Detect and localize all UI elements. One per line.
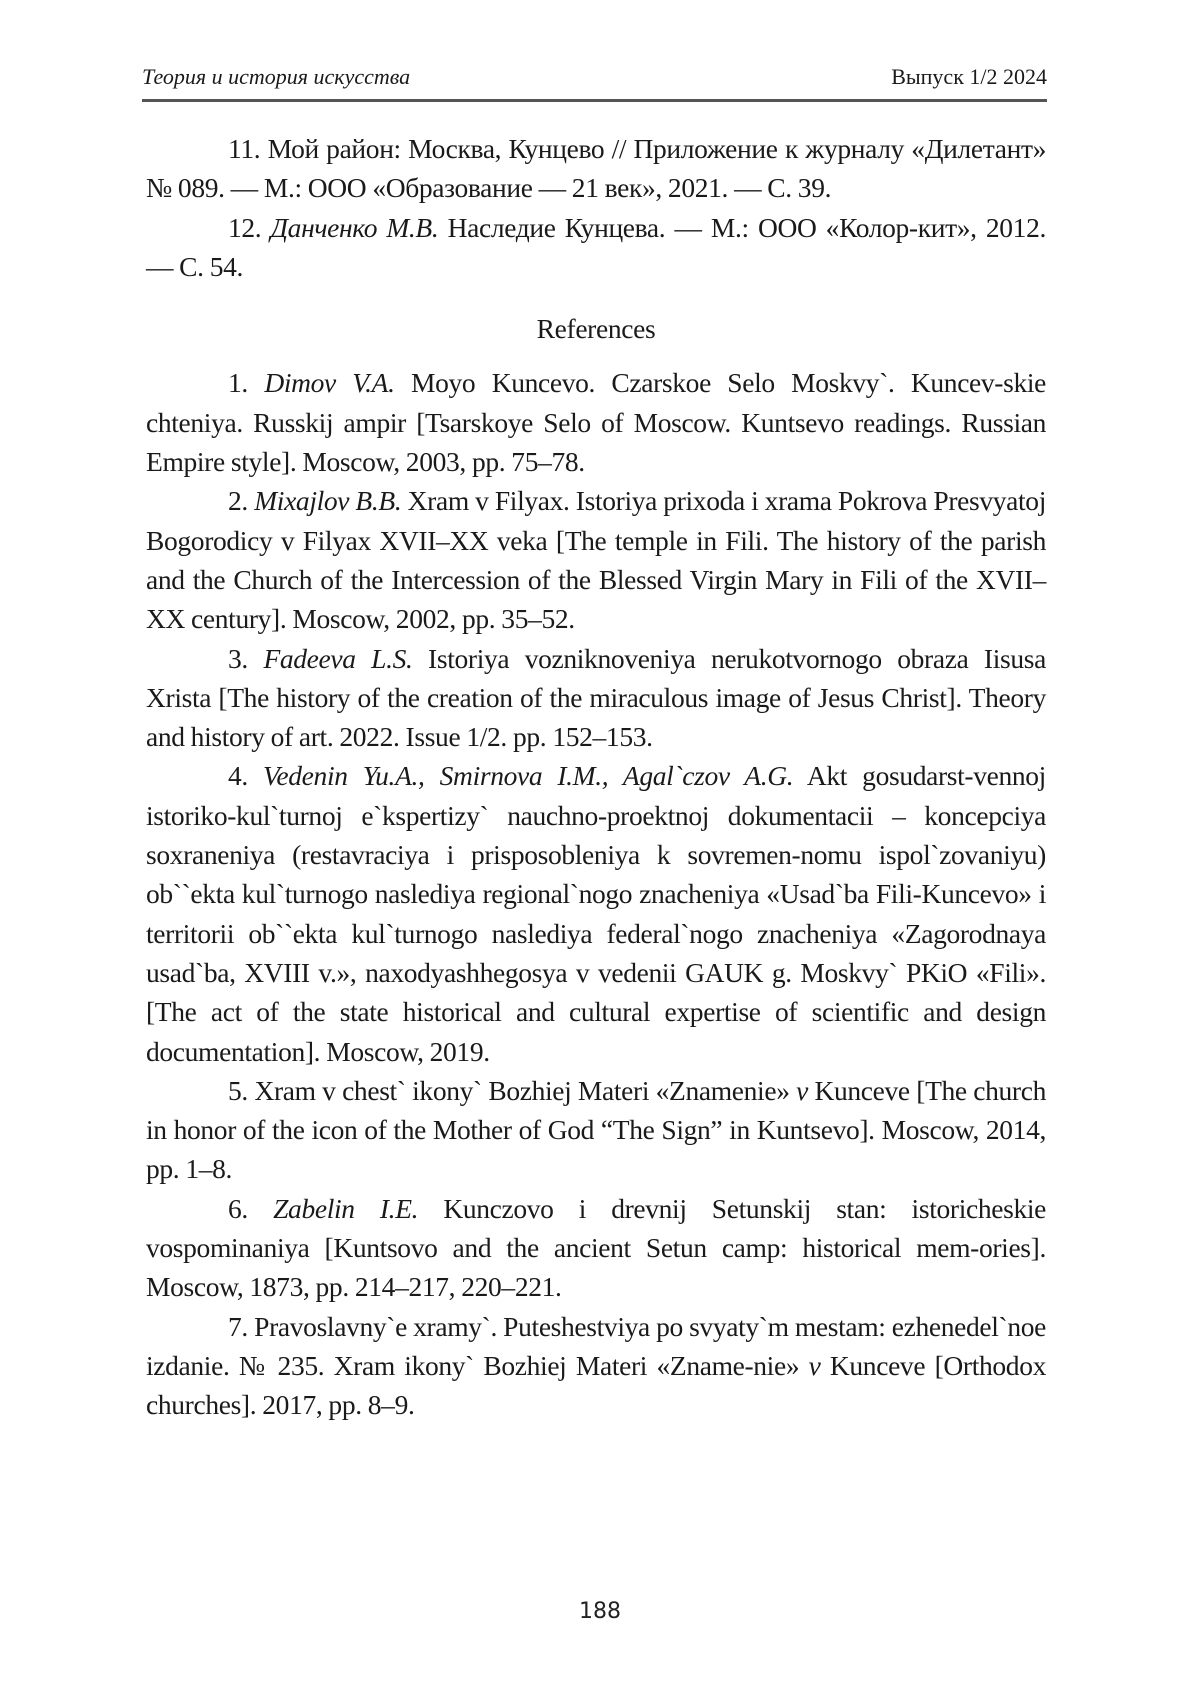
reference-author: Dimov V.A.	[264, 367, 395, 399]
reference-text: Мой район: Москва, Кунцево // Приложение к журналу «Дилетант» № 089. — М.: ООО «Образование — 21 век», 2021. — С. 39.	[146, 133, 1047, 204]
reference-text: Akt gosudarst-vennoj istoriko-kul`turnoj e`kspertizy` nauchno-proektnoj dokumentacii – koncepciya soxraneniya (restavraciya i prisposobleniya k sovremen-nomu ispol`zovaniyu) ob``ekta kul`turnogo naslediya regional`nogo znacheniya «Usad`ba Fili-Kuncevo» i territorii ob``ekta kul`turnogo naslediya federal`nogo znacheniya «Zagorodnaya usad`ba, XVIII v.», naxodyashhegosya v vedenii GAUK g. Moskvy` PKiO «Fili». [The act of the state historical and cultural expertise of scientific and design documentation]. Moscow, 2019.	[146, 760, 1046, 1067]
reference-italic-word: v	[808, 1349, 821, 1381]
reference-text: Moyo Kuncevo. Czarskoe Selo Moskvy`. Kuncev-skie chteniya. Russkij ampir [Tsarskoye Selo of Moscow. Kuntsevo readings. Russian Empire style]. Moscow, 2003, pp. 75–78.	[146, 367, 1047, 478]
running-header	[142, 64, 1047, 90]
reference-author: Fadeeva L.S.	[263, 642, 413, 674]
reference-author: Данченко М.В.	[270, 211, 439, 243]
reference-text: Kunceve [The church in honor of the icon of the Mother of God “The Sign” in Kuntsevo]. Moscow, 2014, pp. 1–8.	[146, 1074, 1046, 1185]
reference-text: Xram v Filyax. Istoriya prixoda i xrama Pokrova Presvyatoj Bogorodicy v Filyax XVII–XX veka [The temple in Fili. The history of the parish and the Church of the Intercession of the Blessed Virgin Mary in Fili of the XVII–XX century]. Moscow, 2002, pp. 35–52.	[146, 485, 1046, 635]
page-number: 188	[579, 1599, 621, 1624]
reference-item-4	[146, 756, 1046, 1070]
reference-number: 12.	[228, 211, 262, 243]
reference-number: 7.	[228, 1310, 248, 1342]
reference-item-7	[146, 1307, 1046, 1425]
reference-item-6	[146, 1189, 1046, 1307]
body-text	[146, 129, 1046, 1425]
issue-label: Выпуск 1/2 2024	[891, 64, 1047, 89]
reference-item-5	[146, 1071, 1046, 1189]
reference-number: 3.	[228, 642, 248, 674]
reference-text: Kunceve [Orthodox churches]. 2017, pp. 8–9.	[146, 1349, 1046, 1421]
reference-text-lead: Pravoslavny`e xramy`. Puteshestviya po svyaty`m mestam: ezhenedel`noe izdanie. № 235. Xram ikony` Bozhiej Materi «Zname-nie»	[146, 1310, 1047, 1381]
reference-italic-word: v	[796, 1074, 808, 1106]
reference-text-lead: Xram v chest` ikony` Bozhiej Materi «Znamenie»	[254, 1074, 797, 1106]
header-divider	[142, 99, 1047, 102]
reference-item-ru-12	[146, 208, 1046, 287]
journal-title: Теория и история искусства	[142, 64, 411, 89]
reference-author: Vedenin Yu.A., Smirnova I.M., Agal`czov A.G.	[263, 760, 794, 792]
reference-item-1	[146, 363, 1046, 481]
reference-number: 2.	[228, 485, 248, 517]
reference-author: Zabelin I.E.	[273, 1192, 419, 1224]
reference-item-3	[146, 639, 1046, 757]
reference-text: Istoriya vozniknoveniya nerukotvornogo obraza Iisusa Xrista [The history of the creation of the miraculous image of Jesus Christ]. Theory and history of art. 2022. Issue 1/2. pp. 152–153.	[146, 642, 1046, 753]
reference-author: Mixajlov B.B.	[254, 485, 402, 517]
reference-number: 4.	[228, 760, 248, 792]
reference-number: 11.	[228, 133, 261, 164]
reference-number: 5.	[228, 1074, 248, 1106]
reference-number: 1.	[228, 367, 248, 399]
reference-text: Наследие Кунцева. — М.: ООО «Колор-кит», 2012. — С. 54.	[146, 211, 1047, 282]
references-heading: References	[536, 313, 656, 345]
reference-number: 6.	[228, 1192, 248, 1224]
reference-text: Kunczovo i drevnij Setunskij stan: istoricheskie vospominaniya [Kuntsovo and the ancient Setun camp: historical mem-ories]. Moscow, 1873, pp. 214–217, 220–221.	[146, 1192, 1046, 1303]
reference-item-2	[146, 481, 1046, 638]
reference-item-ru-11	[146, 129, 1046, 208]
